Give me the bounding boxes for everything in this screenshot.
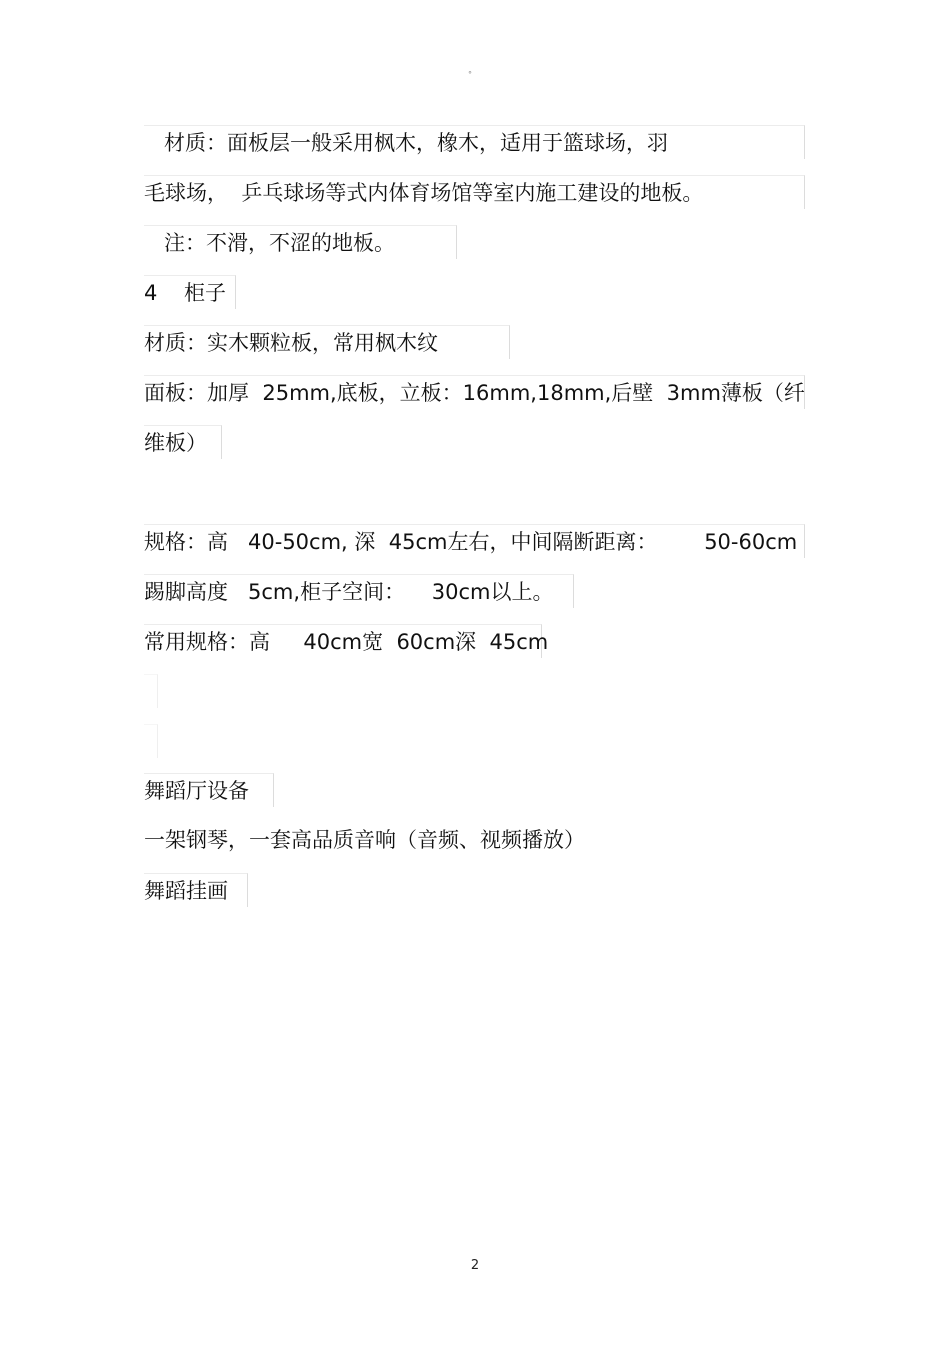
text-line-applications: 毛球场， 乒乓球场等式内体育场馆等室内施工建设的地板。	[144, 175, 805, 209]
page-number: 2	[470, 1258, 480, 1273]
text-line-material-floor: 材质：面板层一般采用枫木，橡木，适用于篮球场，羽	[144, 125, 805, 159]
text-line-note: 注：不滑，不涩的地板。	[144, 225, 457, 259]
section-heading-dance-hall-equipment: 舞蹈厅设备	[144, 773, 274, 807]
header-mark: °	[468, 70, 472, 79]
text-line-common-spec: 常用规格：高 40cm宽 60cm深 45cm	[144, 624, 542, 658]
text-line-panel-thickness: 面板：加厚 25mm,底板，立板：16mm,18mm,后壁 3mm薄板（纤	[144, 375, 805, 409]
text-line-dance-painting: 舞蹈挂画	[144, 873, 248, 907]
text-line-piano-audio: 一架钢琴，一套高品质音响（音频、视频播放）	[144, 828, 585, 852]
text-line-kickboard-height: 踢脚高度 5cm,柜子空间： 30cm以上。	[144, 574, 574, 608]
section-heading-cabinet: 4 柜子	[144, 275, 236, 309]
text-line-specification: 规格：高 40-50cm, 深 45cm左右，中间隔断距离： 50-60cm	[144, 524, 805, 558]
empty-line-marker	[144, 724, 158, 758]
empty-line-marker	[144, 674, 158, 708]
text-line-cabinet-material: 材质：实木颗粒板，常用枫木纹	[144, 325, 510, 359]
text-line-fiberboard: 维板）	[144, 425, 222, 459]
